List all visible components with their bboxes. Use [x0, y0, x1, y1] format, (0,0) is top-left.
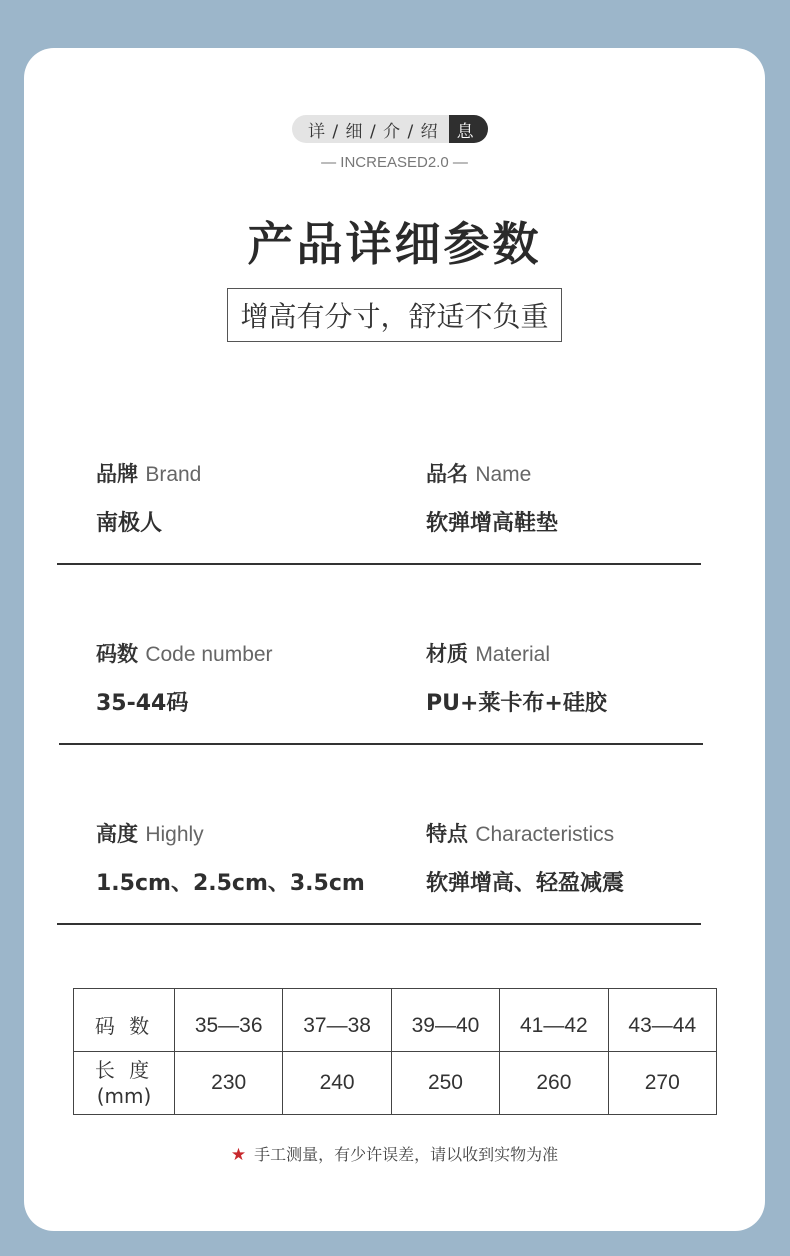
measurement-note: [24, 1142, 765, 1165]
spec-brand: [96, 458, 201, 537]
table-cell: 43—44: [608, 989, 716, 1052]
slogan-box: 增高有分寸，舒适不负重: [227, 288, 561, 342]
page-title: 产品详细参数: [247, 217, 542, 271]
table-header-cell: 码 数: [74, 989, 175, 1052]
spec-label-cn: 材质: [426, 642, 468, 666]
section-pill: [292, 115, 488, 143]
divider: [59, 743, 703, 745]
spec-label-cn: 品牌: [96, 462, 138, 486]
spec-label-en: Brand: [145, 463, 202, 486]
spec-value: 1.5cm、2.5cm、3.5cm: [96, 871, 365, 896]
spec-value: PU+莱卡布+硅胶: [426, 691, 607, 716]
header-unit: (mm): [96, 1084, 152, 1108]
spec-characteristics: [426, 818, 624, 897]
note-text: 手工测量，有少许误差，请以收到实物为准: [254, 1145, 559, 1164]
table-cell: 37—38: [283, 989, 391, 1052]
spec-name: [426, 458, 558, 537]
table-header-cell: [74, 1052, 175, 1115]
spec-value: 软弹增高、轻盈减震: [426, 871, 625, 896]
table-cell: 41—42: [500, 989, 608, 1052]
spec-value: 35-44码: [96, 691, 189, 716]
spec-height: [96, 818, 365, 897]
table-cell: 250: [391, 1052, 499, 1115]
pill-accent-label: 息: [449, 115, 488, 143]
spec-label-en: Characteristics: [475, 823, 615, 846]
detail-card: [24, 48, 765, 1231]
divider: [57, 923, 701, 925]
table-cell: 35—36: [175, 989, 283, 1052]
table-cell: 230: [175, 1052, 283, 1115]
table-cell: 260: [500, 1052, 608, 1115]
table-cell: 270: [608, 1052, 716, 1115]
header-line: 长 度: [94, 1058, 154, 1082]
spec-label-en: Material: [475, 643, 551, 666]
spec-label-cn: 码数: [96, 642, 138, 666]
divider: [57, 563, 701, 565]
spec-value: 南极人: [96, 511, 163, 536]
spec-label-en: Highly: [145, 823, 204, 846]
star-icon: ★: [230, 1145, 247, 1165]
table-cell: 240: [283, 1052, 391, 1115]
table-row: [74, 989, 717, 1052]
spec-value: 软弹增高鞋垫: [426, 511, 559, 536]
spec-material: [426, 638, 607, 717]
spec-label-cn: 高度: [96, 822, 138, 846]
pill-label: 详 / 细 / 介 / 绍: [292, 115, 449, 143]
section-subtitle: — INCREASED2.0 —: [321, 154, 468, 171]
spec-label-cn: 特点: [426, 822, 468, 846]
table-cell: 39—40: [391, 989, 499, 1052]
spec-label-cn: 品名: [426, 462, 468, 486]
spec-code-number: [96, 638, 273, 717]
table-row: [74, 1052, 717, 1115]
spec-label-en: Name: [475, 463, 532, 486]
spec-label-en: Code number: [145, 643, 273, 666]
size-table: [73, 988, 717, 1115]
